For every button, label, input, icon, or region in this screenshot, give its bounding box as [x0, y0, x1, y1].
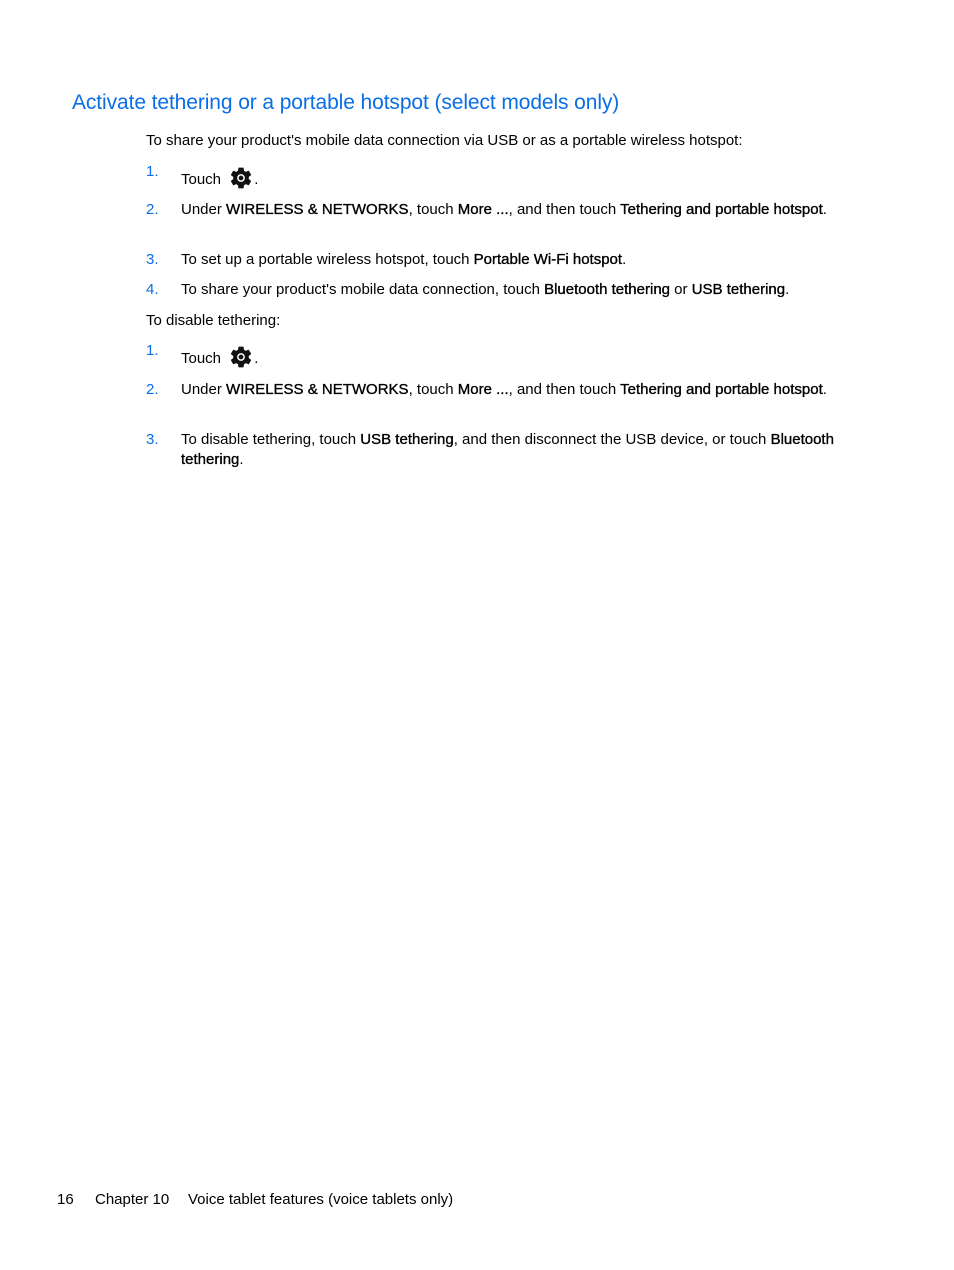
step-number: 1. — [146, 163, 159, 180]
step-text: To set up a portable wireless hotspot, touch Portable Wi-Fi hotspot. — [181, 251, 627, 268]
disable-intro-text: To disable tethering: — [146, 312, 281, 329]
enable-step-2 — [146, 200, 836, 220]
enable-step-1 — [146, 165, 836, 191]
step-text: To disable tethering, touch USB tethering, and then disconnect the USB device, or touch Bluetooth tethering. — [181, 431, 834, 468]
footer-chapter-title: Voice tablet features (voice tablets only) — [188, 1191, 454, 1208]
step-number: 1. — [146, 342, 159, 359]
step-text: Under WIRELESS & NETWORKS, touch More ..., and then touch Tethering and portable hotspot. — [181, 381, 827, 398]
step-text: Touch . — [181, 165, 836, 191]
gear-icon — [228, 165, 254, 191]
page-heading: Activate tethering or a portable hotspot (select models only) — [72, 91, 620, 114]
enable-step-4 — [146, 280, 836, 300]
step-number: 2. — [146, 381, 159, 398]
step-number: 2. — [146, 201, 159, 218]
step-number: 3. — [146, 431, 159, 448]
step-text: Touch . — [181, 344, 836, 370]
gear-icon — [228, 344, 254, 370]
step-number: 3. — [146, 251, 159, 268]
step-text: Under WIRELESS & NETWORKS, touch More ..., and then touch Tethering and portable hotspot. — [181, 201, 827, 218]
step-number: 4. — [146, 281, 159, 298]
footer-chapter: Chapter 10 — [95, 1191, 170, 1208]
disable-step-3 — [146, 430, 836, 470]
enable-step-3 — [146, 250, 836, 270]
page-number: 16 — [57, 1191, 74, 1208]
intro-text: To share your product's mobile data connection via USB or as a portable wireless hotspot: — [146, 132, 743, 149]
step-text: To share your product's mobile data connection, touch Bluetooth tethering or USB tethering. — [181, 281, 790, 298]
disable-step-2 — [146, 380, 836, 400]
disable-step-1 — [146, 344, 836, 370]
